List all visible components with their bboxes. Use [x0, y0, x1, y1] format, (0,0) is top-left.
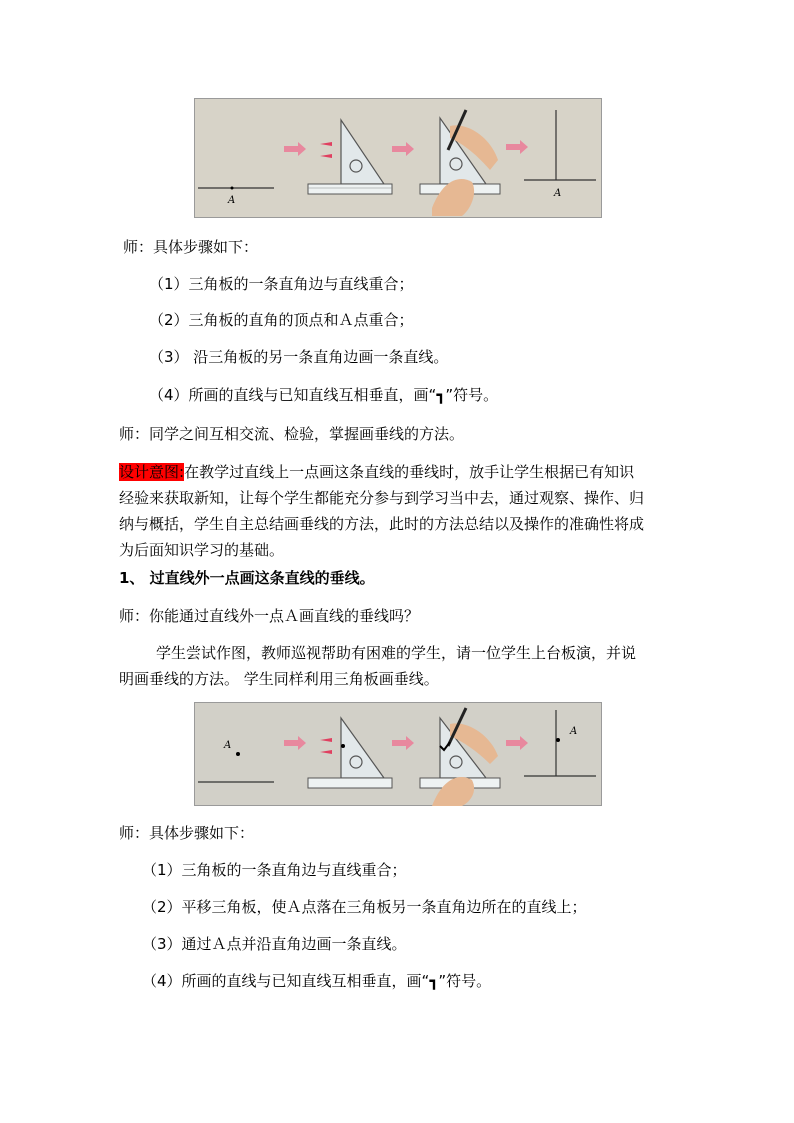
- figure-perpendicular-through-point-off-line: [194, 702, 602, 806]
- step-1: （1）三角板的一条直角边与直线重合；: [149, 275, 414, 293]
- design-intent-line-4: 为后面知识学习的基础。: [119, 541, 285, 559]
- teacher-note: 师：同学之间互相交流、检验，掌握画垂线的方法。: [119, 425, 465, 443]
- design-intent-line-3: 纳与概括，学生自主总结画垂线的方法，此时的方法总结以及操作的准确性将成: [119, 515, 645, 533]
- teacher-question: 师：你能通过直线外一点Ａ画直线的垂线吗？: [119, 607, 420, 625]
- svg-text:A: A: [570, 726, 578, 737]
- design-intent-line-2: 经验来获取新知，让每个学生都能充分参与到学习当中去，通过观察、操作、归: [119, 489, 645, 507]
- student-line-1: 学生尝试作图，教师巡视帮助有困难的学生，请一位学生上台板演，并说: [156, 644, 637, 662]
- teacher-intro: 师：具体步骤如下：: [123, 238, 259, 256]
- svg-text:A: A: [228, 195, 236, 206]
- teacher-intro-2: 师：具体步骤如下：: [119, 824, 255, 842]
- svg-text:A: A: [554, 188, 562, 199]
- figure-perpendicular-through-point-on-line: [194, 98, 602, 218]
- svg-text:A: A: [224, 740, 232, 751]
- step-2: （2）三角板的直角的顶点和Ａ点重合；: [149, 311, 414, 329]
- step2-4: （4）所画的直线与已知直线互相垂直，画“┓”符号。: [142, 972, 492, 990]
- student-line-2: 明画垂线的方法。 学生同样利用三角板画垂线。: [119, 670, 439, 688]
- step-3: （3） 沿三角板的另一条直角边画一条直线。: [149, 348, 449, 366]
- section-heading: 1、 过直线外一点画这条直线的垂线。: [119, 569, 375, 587]
- design-intent-line-1: 设计意图:在教学过直线上一点画这条直线的垂线时，放手让学生根据已有知识: [119, 463, 635, 481]
- step2-1: （1）三角板的一条直角边与直线重合；: [142, 861, 407, 879]
- step-4: （4）所画的直线与已知直线互相垂直，画“┓”符号。: [149, 386, 499, 404]
- step2-3: （3）通过Ａ点并沿直角边画一条直线。: [142, 935, 407, 953]
- design-intent-tag: 设计意图:: [119, 463, 185, 481]
- student-paragraph: [119, 640, 679, 692]
- design-intent-paragraph: [119, 459, 679, 563]
- step2-2: （2）平移三角板，使Ａ点落在三角板另一条直角边所在的直线上；: [142, 898, 587, 916]
